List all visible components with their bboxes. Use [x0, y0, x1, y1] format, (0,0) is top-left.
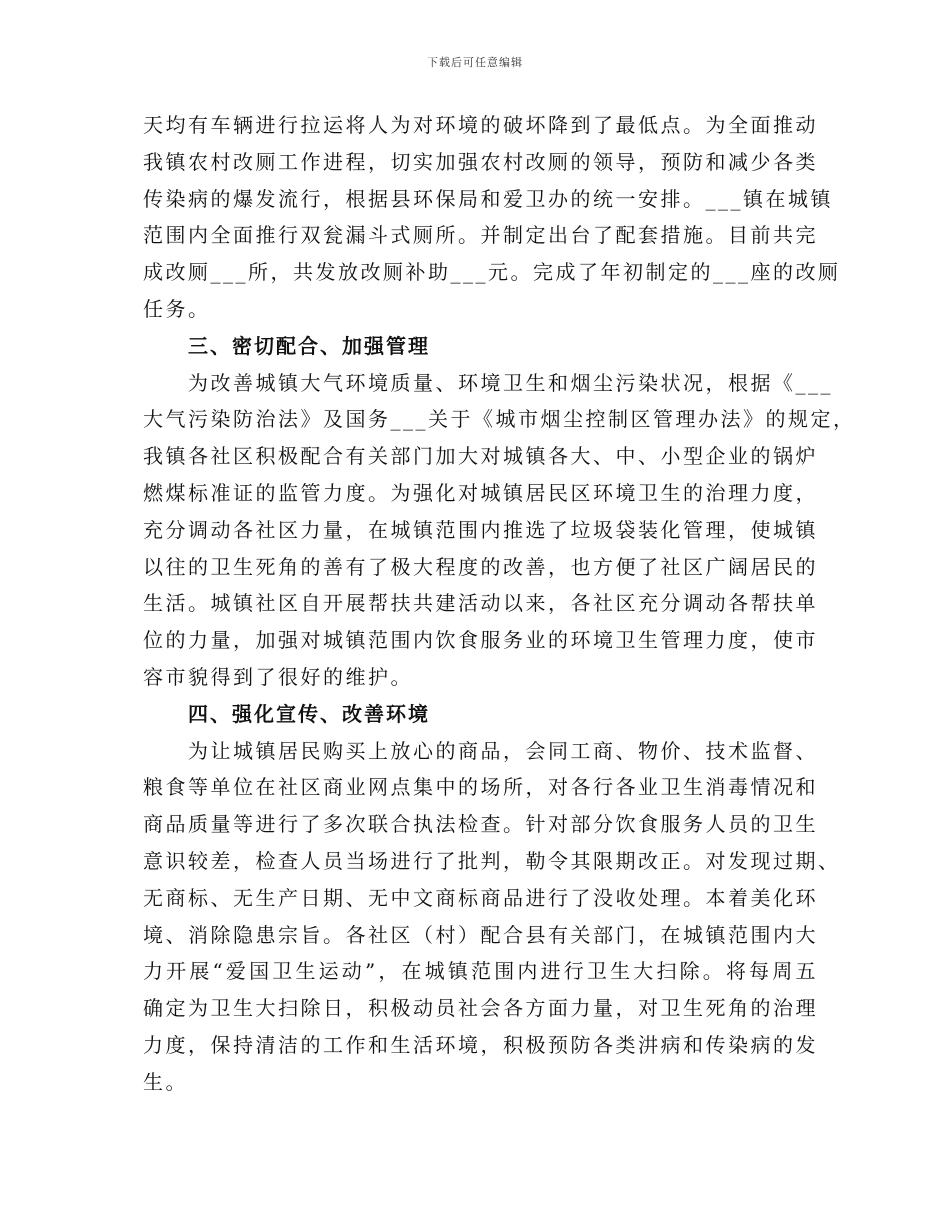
paragraph-line: 我镇各社区积极配合有关部门加大对城镇各大、中、小型企业的锅炉 — [143, 444, 818, 469]
paragraph-line: 我镇农村改厕工作进程，切实加强农村改厕的领导，预防和减少各类 — [143, 149, 818, 174]
paragraph-line: 境、消除隐患宗旨。各社区（村）配合县有关部门，在城镇范围内大 — [143, 922, 818, 947]
paragraph-line: 商品质量等进行了多次联合执法检查。针对部分饮食服务人员的卫生 — [143, 812, 818, 837]
paragraph-line: 任务。 — [143, 296, 211, 321]
paragraph-line: 大气污染防治法》及国务___关于《城市烟尘控制区管理办法》的规定， — [143, 407, 856, 432]
document-body — [143, 107, 856, 1101]
paragraph-line: 传染病的爆发流行，根据县环保局和爱卫办的统一安排。___镇在城镇 — [143, 186, 833, 211]
paragraph-line: 力开展“爱国卫生运动”，在城镇范围内进行卫生大扫除。将每周五 — [143, 959, 818, 984]
paragraph-line: 以往的卫生死角的善有了极大程度的改善，也方便了社区广阔居民的 — [143, 554, 818, 579]
paragraph-line: 为让城镇居民购买上放心的商品，会同工商、物价、技术监督、 — [188, 738, 818, 763]
paragraph-line: 范围内全面推行双瓮漏斗式厕所。并制定出台了配套措施。目前共完 — [143, 223, 818, 248]
paragraph-line: 充分调动各社区力量，在城镇范围内推选了垃圾袋装化管理，使城镇 — [143, 517, 818, 542]
paragraph-line: 确定为卫生大扫除日，积极动员社会各方面力量，对卫生死角的治理 — [143, 996, 818, 1021]
paragraph-line: 粮食等单位在社区商业网点集中的场所，对各行各业卫生消毒情况和 — [143, 775, 818, 800]
paragraph-line: 位的力量，加强对城镇范围内饮食服务业的环境卫生管理力度，使市 — [143, 628, 818, 653]
page-header: 下载后可任意编辑 — [427, 56, 523, 69]
paragraph-line: 成改厕___所，共发放改厕补助___元。完成了年初制定的___座的改厕 — [143, 260, 841, 285]
paragraph-line: 力度，保持清洁的工作和生活环境，积极预防各类汫病和传染病的发 — [143, 1032, 818, 1057]
paragraph-line: 为改善城镇大气环境质量、环境卫生和烟尘污染状况，根据《___ — [188, 370, 833, 395]
paragraph-line: 生活。城镇社区自开展帮扶共建活动以来，各社区充分调动各帮扶单 — [143, 591, 818, 616]
section-heading: 四、强化宣传、改善环境 — [188, 701, 430, 726]
paragraph-line: 燃煤标准证的监管力度。为强化对城镇居民区环境卫生的治理力度， — [143, 480, 818, 505]
paragraph-line: 无商标、无生产日期、无中文商标商品进行了没收处理。本着美化环 — [143, 885, 818, 910]
paragraph-line: 意识较差，检查人员当场进行了批判，勒令其限期改正。对发现过期、 — [143, 848, 841, 873]
paragraph-line: 生。 — [143, 1069, 188, 1094]
paragraph-line: 容市貌得到了很好的维护。 — [143, 664, 413, 689]
paragraph-line: 天均有车辆进行拉运将人为对环境的破坏降到了最低点。为全面推动 — [143, 113, 818, 137]
section-heading: 三、密切配合、加强管理 — [188, 333, 430, 358]
